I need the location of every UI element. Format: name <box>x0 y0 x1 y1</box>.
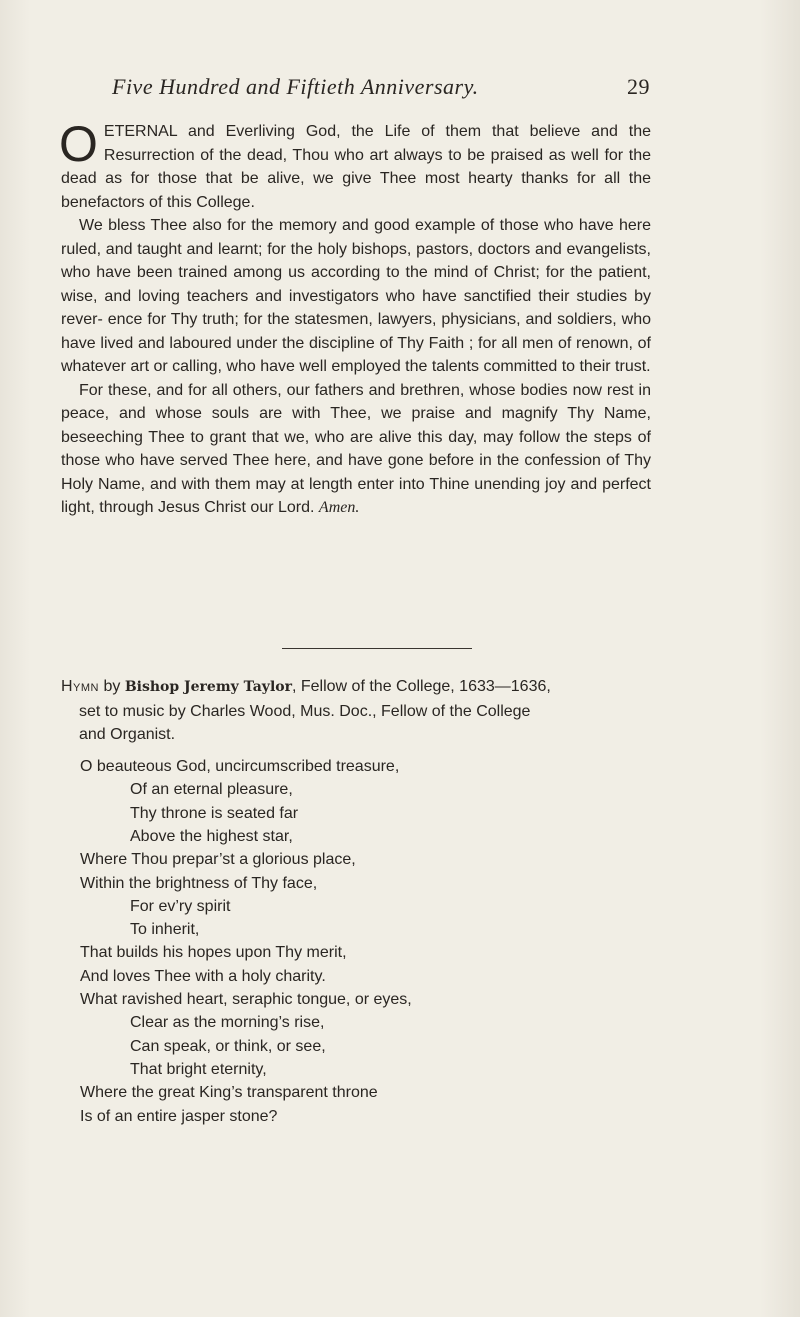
prayer-paragraph-1 <box>59 116 651 214</box>
verse-line: Above the highest star, <box>130 827 293 845</box>
drop-cap: O <box>59 116 98 172</box>
verse-line: Clear as the morning’s rise, <box>130 1014 325 1032</box>
running-title: Five Hundred and Fiftieth Anniversary. <box>112 74 479 99</box>
verse-line: And loves Thee with a holy charity. <box>80 967 326 985</box>
verse-line: O beauteous God, uncircumscribed treasure, <box>80 758 400 775</box>
verse-line: Where the great King’s transparent throne <box>80 1084 378 1102</box>
verse-line: Thy throne is seated far <box>130 804 299 822</box>
verse-line: Within the brightness of Thy face, <box>80 874 318 892</box>
verse-line: What ravished heart, seraphic tongue, or eyes, <box>80 991 412 1008</box>
gutter-shadow <box>0 0 30 1317</box>
verse-line: Where Thou prepar’st a glorious place, <box>80 851 356 869</box>
hymn-intro <box>61 675 651 747</box>
verse-line: Can speak, or think, or see, <box>130 1037 326 1055</box>
prayer-paragraph-1-text: ETERNAL and Everliving God, the Life of them that believe and the Resurrection of the dead, Thou who art always to be praised as well for the dead as for those that be alive, we give Thee most hearty thanks for all the benefactors of this College. <box>61 123 651 211</box>
hymn-intro-rest: , Fellow of the College, 1633—1636, <box>291 678 551 695</box>
page-edge-shadow <box>760 0 800 1317</box>
prayer-paragraph-3-text: For these, and for all others, our fathers and brethren, whose bodies now rest in peace, and whose souls are with Thee, we praise and magnify Thy Name, beseeching Thee to grant that we, who are alive this day, may follow the steps of those who have served Thee here, and have gone before in the confession of Thy Holy Name, and with them may at length enter into Thine unending joy and perfect light, through Jesus Christ our Lord. <box>61 381 651 516</box>
hymn-intro-line-1 <box>61 675 651 700</box>
amen: Amen. <box>318 499 360 516</box>
verse-line: That bright eternity, <box>130 1060 267 1078</box>
prayer-paragraph-2: We bless Thee also for the memory and good example of those who have here ruled, and taught and learnt; for the holy bishops, pastors, doctors and evangelists, who have been trained among us according to the mind of Christ; for the patient, wise, and loving teachers and investigators who have sanctified their studies by rever- ence for Thy truth; for the statesmen, lawyers, physicians, and soldiers, who have lived and laboured under the discipline of Thy Faith ; for all men of renown, of whatever art or calling, who have well employed the talents committed to their trust. <box>61 217 651 375</box>
verse-line: Is of an entire jasper stone? <box>80 1107 278 1125</box>
page-number: 29 <box>627 74 650 99</box>
section-divider <box>282 648 472 649</box>
hymn-intro-line-3: and Organist. <box>79 726 176 743</box>
hymn-author: Bishop Jeremy Taylor <box>124 679 292 695</box>
hymn-by: by <box>103 678 121 695</box>
prayer-paragraph-3 <box>61 379 651 520</box>
hymn-intro-line-2: set to music by Charles Wood, Mus. Doc., Fellow of the College <box>79 702 531 720</box>
prayer-text <box>59 116 651 520</box>
verse-line: That builds his hopes upon Thy merit, <box>80 944 347 962</box>
verse-line: Of an eternal pleasure, <box>130 781 293 799</box>
hymn-label: Hymn <box>61 678 99 695</box>
verse-line: To inherit, <box>130 921 200 939</box>
verse-line: For ev’ry spirit <box>130 897 231 915</box>
